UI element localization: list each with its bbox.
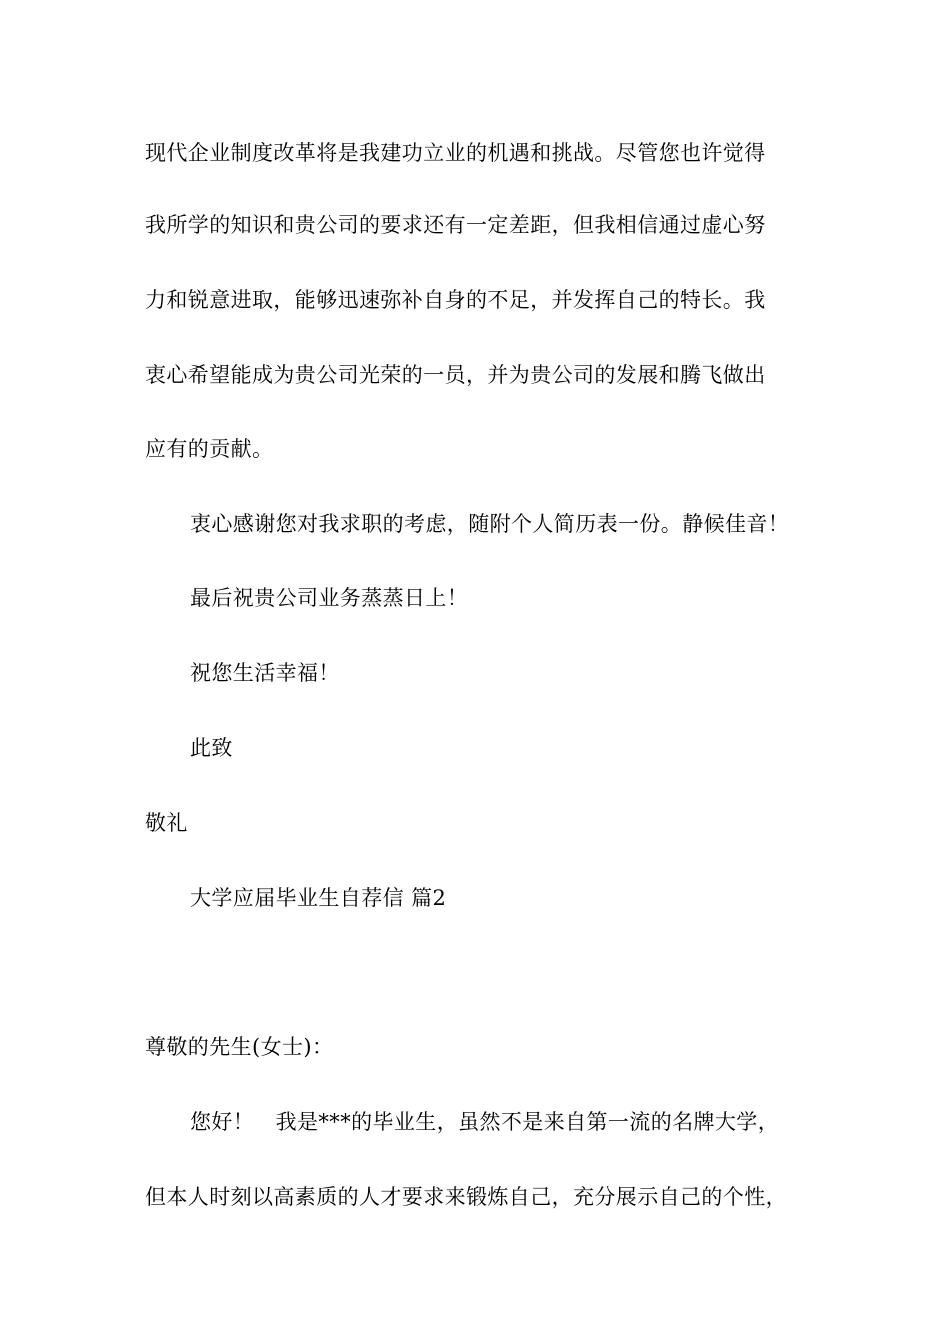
paragraph-line: 祝您生活幸福！ [190,661,340,685]
paragraph-line: 您好！ 我是***的毕业生，虽然不是来自第一流的名牌大学， [190,1110,780,1134]
paragraph-line: 力和锐意进取，能够迅速弥补自身的不足，并发挥自己的特长。我 [145,288,766,312]
section-title: 大学应届毕业生自荐信 篇2 [190,886,447,910]
paragraph-line: 但本人时刻以高素质的人才要求来锻炼自己，充分展示自己的个性， [145,1185,787,1209]
closing-salute: 敬礼 [145,811,188,835]
paragraph-line: 衷心希望能成为贵公司光荣的一员，并为贵公司的发展和腾飞做出 [145,363,766,387]
paragraph-line: 最后祝贵公司业务蒸蒸日上！ [190,586,469,610]
salutation: 尊敬的先生(女士)： [145,1035,334,1059]
paragraph-line: 应有的贡献。 [145,437,274,461]
paragraph-line: 衷心感谢您对我求职的考虑，随附个人简历表一份。静候佳音！ [190,512,790,536]
paragraph-line: 现代企业制度改革将是我建功立业的机遇和挑战。尽管您也许觉得 [145,141,766,165]
closing-line: 此致 [190,736,233,760]
paragraph-line: 我所学的知识和贵公司的要求还有一定差距，但我相信通过虚心努 [145,213,766,237]
